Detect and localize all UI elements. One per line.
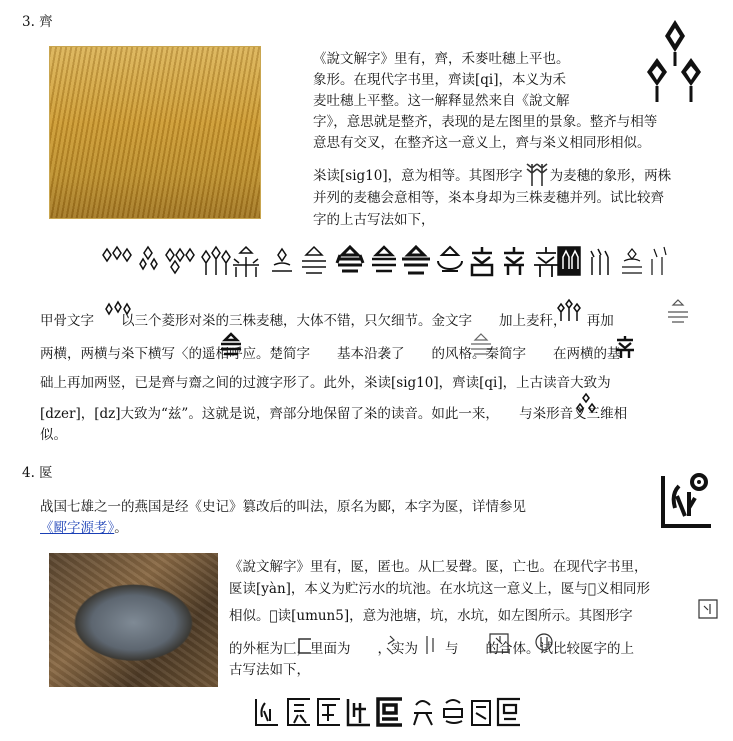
qi-paragraph-3-line-4: [dzer]，[dz]大致为“兹”。这就是说，齊部分地保留了𣏦的读音。如此一来， 与𣏦形音义三维相 xyxy=(40,406,628,422)
bronze-qi-glyph-ref xyxy=(468,332,494,356)
yan-link-suffix: 。 xyxy=(114,520,128,536)
section-4-heading: 4. 匽 xyxy=(22,465,53,481)
yan-paragraph-line-1: 《說文解字》里有，匽，匿也。从匚妟聲。匽，亡也。在现代字书里， xyxy=(229,559,648,575)
yan-intro-line: 战国七雄之一的燕国是经《史记》篡改后的叫法，原名为郾，本字为匽，详情参见 xyxy=(40,499,526,515)
qi-paragraph-3-line-2: 两横，两横与𣏦下横写〈的遥相呼应。楚简字 基本沿袭了 的风格。秦简字 在两横的基 xyxy=(40,346,621,362)
qi-paragraph-2-line-1: 𣏦读[sig10]，意为相等。其图形字 为麦穗的象形，两株 xyxy=(313,168,672,184)
qi-paragraph-1-line-5: 意思有交叉，在整齐这一意义上，齊与𣏦义相同形相似。 xyxy=(313,135,651,151)
chu-qi-glyph xyxy=(218,332,244,356)
sig-ear-glyph xyxy=(524,160,550,188)
combined-glyph-b xyxy=(534,632,554,654)
yan-paragraph-line-4: 的外框为匚，里面为 ，实为 与 的合体。试比较匽字的上 xyxy=(229,641,634,657)
qi-paragraph-3-line-1: 甲骨文字 以三个菱形对𣏦的三株麦穗，大体不错，只欠细节。金文字 加上麦秆， 再加 xyxy=(40,313,614,329)
yan-paragraph-line-2: 匽读[yàn]，本义为贮污水的坑池。在水坑这一意义上，匽与𫑘义相同形 xyxy=(229,581,651,597)
yan-ancient-forms-row xyxy=(250,693,530,729)
qi-paragraph-3-line-3: 础上再加两竖，已是齊与齋之间的过渡字形了。此外，𣏦读[sig10]，齊读[qi]，上古读音大致为 xyxy=(40,375,611,391)
qi-small-glyph xyxy=(576,392,596,416)
yan-ancient-glyph-large xyxy=(655,468,715,534)
qi-paragraph-1-line-3: 麦吐穗上平整。这一解释显然来自《說文解 xyxy=(313,93,570,109)
frame-glyph xyxy=(295,636,315,656)
qi-ancient-forms-row xyxy=(100,245,670,279)
bronze-qi-glyph xyxy=(557,298,581,322)
yan-link-line xyxy=(40,518,128,539)
inner-glyph-b xyxy=(423,634,437,656)
qi-paragraph-1-line-4: 字》，意思就是整齐，表现的是左图里的景象。整齐与相等 xyxy=(313,114,658,130)
qi-paragraph-2-line-3: 字的上古写法如下， xyxy=(313,212,435,228)
qi-ancient-glyph-large xyxy=(645,18,705,108)
qi-paragraph-2-line-2: 并列的麦穗会意相等，𣏦本身却为三株麦穗并列。试比较齊 xyxy=(313,190,664,206)
pond-puddle-photo xyxy=(49,553,218,687)
qi-paragraph-1-line-2: 象形。在現代字书里，齊读[qi]，本义为禾 xyxy=(313,72,566,88)
section-3-heading: 3. 齊 xyxy=(22,14,53,30)
qin-qi-glyph xyxy=(612,334,638,358)
yan-origin-link[interactable]: 《郾字源考》 xyxy=(40,520,115,536)
yan-paragraph-line-5: 古写法如下， xyxy=(229,662,310,678)
wheat-field-photo xyxy=(49,46,261,219)
yan-paragraph-line-3: 相似。𫑘读[umun5]，意为池塘，坑，水坑，如左图所示。其图形字 xyxy=(229,608,633,624)
qi-paragraph-3-line-5: 似。 xyxy=(40,427,67,443)
bronze-qi-glyph-2 xyxy=(664,298,692,324)
qi-paragraph-1-line-1: 《說文解字》里有，齊，禾麥吐穗上平也。 xyxy=(313,51,570,67)
oracle-qi-glyph xyxy=(104,300,132,320)
pond-glyph xyxy=(697,598,719,620)
inner-glyph-a xyxy=(381,634,399,656)
combined-glyph-a xyxy=(488,632,510,654)
